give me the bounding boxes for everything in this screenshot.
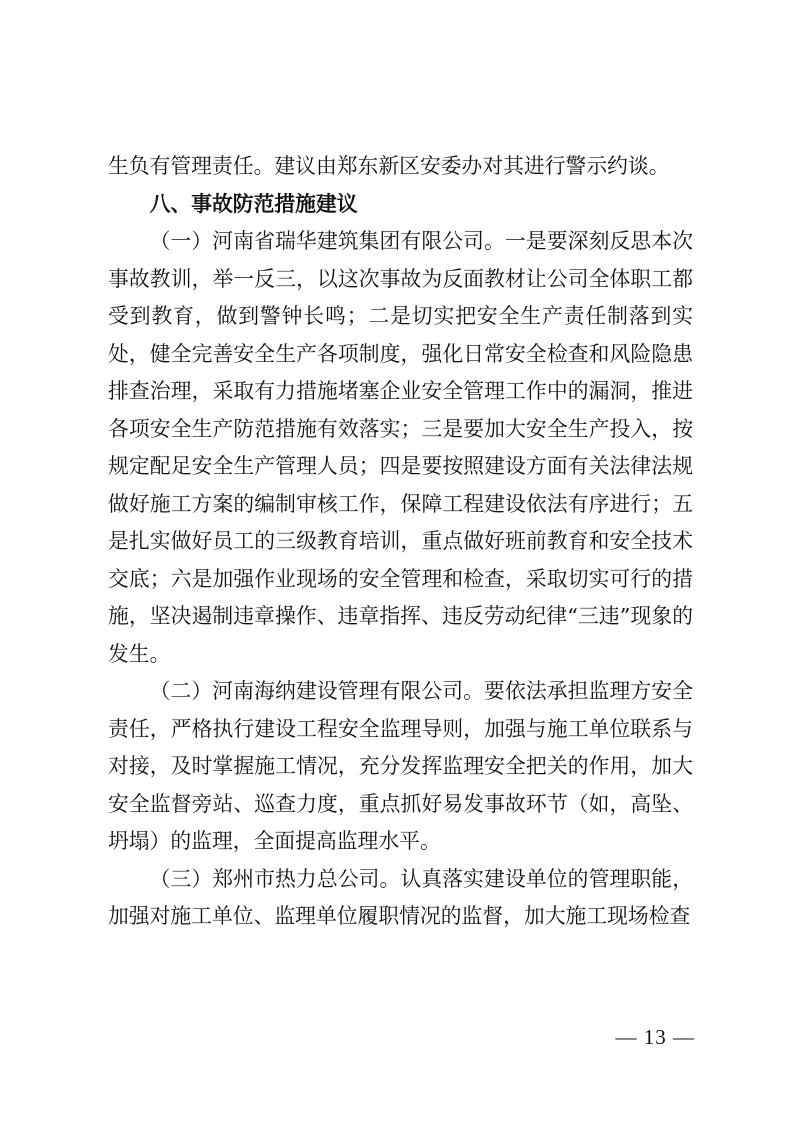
document-body xyxy=(108,148,693,936)
paragraph-recommendation-3: （三）郑州市热力总公司。认真落实建设单位的管理职能，加强对施工单位、监理单位履职情况的监督，加大施工现场检查 xyxy=(108,866,693,928)
section-heading: 八、事故防范措施建议 xyxy=(149,191,358,216)
paragraph-recommendation-1: （一）河南省瑞华建筑集团有限公司。一是要深刻反思本次事故教训，举一反三，以这次事故为反面教材让公司全体职工都受到教育，做到警钟长鸣；二是切实把安全生产责任制落到实处，健全完善安全生产各项制度，强化日常安全检查和风险隐患排查治理，采取有力措施堵塞企业安全管理工作中的漏洞，推进各项安全生产防范措施有效落实；三是要加大安全生产投入，按规定配足安全生产管理人员；四是要按照建设方面有关法律法规做好施工方案的编制审核工作，保障工程建设依法有序进行；五是扎实做好员工的三级教育培训，重点做好班前教育和安全技术交底；六是加强作业现场的安全管理和检查，采取切实可行的措施，坚决遏制违章操作、违章指挥、违反劳动纪律“三违”现象的发生。 xyxy=(108,229,693,666)
page-number: — 13 — xyxy=(615,1025,695,1049)
paragraph-recommendation-2: （二）河南海纳建设管理有限公司。要依法承担监理方安全责任，严格执行建设工程安全监理导则，加强与施工单位联系与对接，及时掌握施工情况，充分发挥监理安全把关的作用，加大安全监督旁站、巡查力度，重点抓好易发事故环节（如，高坠、坍塌）的监理，全面提高监理水平。 xyxy=(108,679,693,853)
paragraph-continuation: 生负有管理责任。建议由郑东新区安委办对其进行警示约谈。 xyxy=(108,154,670,178)
